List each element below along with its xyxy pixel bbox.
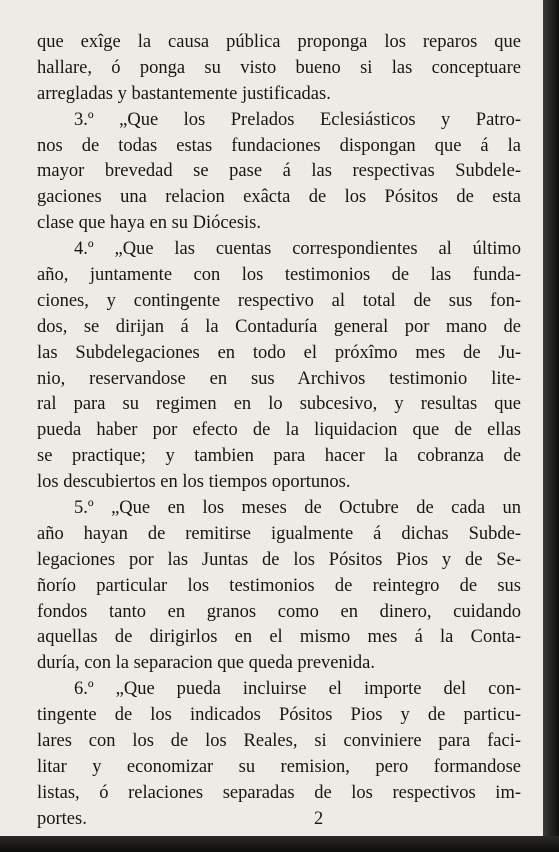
text-line: duría, con la separacion que queda prevenida. bbox=[37, 653, 375, 674]
text-line: se practique; y tambien para hacer la cobranza de bbox=[37, 446, 521, 467]
text-line: clase que haya en su Diócesis. bbox=[37, 213, 261, 234]
text-line: hallare, ó ponga su visto bueno si las conceptuare bbox=[37, 57, 521, 78]
text-line: pueda haber por efecto de la liquidacion que de ellas bbox=[37, 420, 521, 441]
text-line: aquellas de dirigirlos en el mismo mes á la Conta- bbox=[37, 627, 521, 648]
text-line: nio, reservandose en sus Archivos testimonio lite- bbox=[37, 368, 521, 389]
text-line: lares con los de los Reales, si conviniere para faci- bbox=[37, 731, 521, 752]
text-line: gaciones una relacion exâcta de los Pósitos de esta bbox=[37, 187, 521, 208]
scan-right-edge bbox=[543, 0, 559, 852]
text-line: año, juntamente con los testimonios de las funda- bbox=[37, 265, 521, 286]
scan-bottom-edge bbox=[0, 836, 559, 852]
text-line: litar y economizar su remision, pero formandose bbox=[37, 756, 521, 777]
text-line: 5.º „Que en los meses de Octubre de cada un bbox=[74, 498, 521, 519]
text-line: las Subdelegaciones en todo el próxîmo mes de Ju- bbox=[37, 342, 521, 363]
text-line: ral para su regimen en lo subcesivo, y resultas que bbox=[37, 394, 521, 415]
text-line: fondos tanto en granos como en dinero, cuidando bbox=[37, 601, 521, 622]
text-line: 4.º „Que las cuentas correspondientes al último bbox=[74, 239, 521, 260]
text-line: que exîge la causa pública proponga los reparos que bbox=[37, 32, 521, 52]
text-line: ñorío particular los testimonios de reintegro de sus bbox=[37, 575, 521, 596]
text-line: 6.º „Que pueda incluirse el importe del con- bbox=[74, 679, 521, 700]
text-line: 3.º „Que los Prelados Eclesiásticos y Patro- bbox=[74, 109, 521, 130]
text-line: portes. bbox=[37, 808, 87, 829]
text-line: arregladas y bastantemente justificadas. bbox=[37, 83, 331, 104]
text-line: legaciones por las Juntas de los Pósitos Pios y de Se- bbox=[37, 549, 521, 570]
text-line: dos, se dirijan á la Contaduría general por mano de bbox=[37, 316, 521, 337]
text-line-with-page-number bbox=[37, 807, 521, 833]
text-line: ciones, y contingente respectivo al total de sus fon- bbox=[37, 290, 521, 311]
text-line: los descubiertos en los tiempos oportunos. bbox=[37, 472, 351, 493]
text-line: mayor brevedad se pase á las respectivas Subdele- bbox=[37, 161, 521, 182]
text-line: tingente de los indicados Pósitos Pios y de particu- bbox=[37, 705, 521, 726]
text-line: listas, ó relaciones separadas de los respectivos im- bbox=[37, 782, 521, 803]
page-number: 2 bbox=[314, 808, 324, 829]
text-line: nos de todas estas fundaciones dispongan que á la bbox=[37, 135, 521, 156]
text-line: año hayan de remitirse igualmente á dichas Subde- bbox=[37, 523, 521, 544]
page-text bbox=[37, 30, 521, 833]
